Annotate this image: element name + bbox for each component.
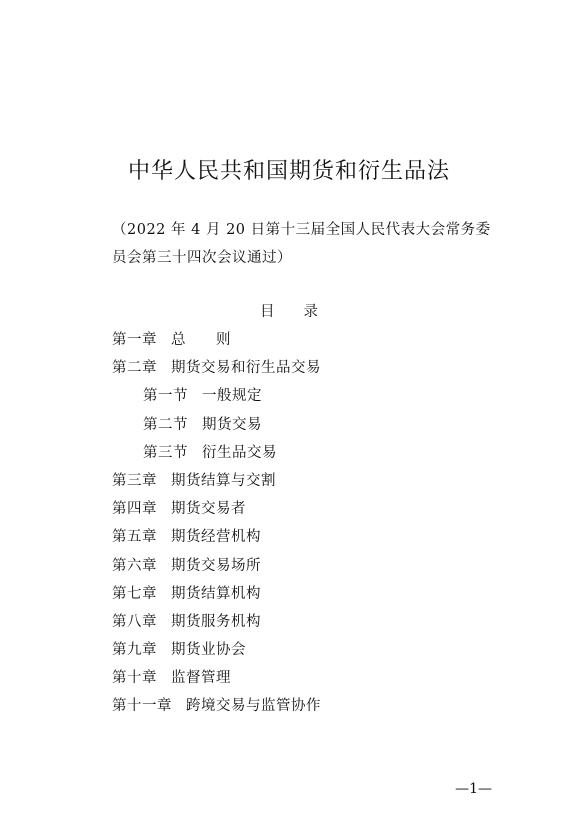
toc-item-chapter-7[interactable]: [112, 580, 512, 608]
toc-item-title: 期货结算与交割: [171, 472, 276, 489]
document-title: 中华人民共和国期货和衍生品法: [127, 159, 450, 184]
toc-item-chapter-1[interactable]: [112, 326, 512, 354]
toc-item-number: 第一节: [143, 388, 188, 405]
toc-item-title: 跨境交易与监管协作: [186, 698, 321, 715]
toc-item-section-2[interactable]: [112, 411, 512, 439]
toc-item-title: 总 则: [171, 332, 231, 348]
toc-item-chapter-6[interactable]: [112, 552, 512, 580]
toc-item-chapter-10[interactable]: [112, 664, 512, 692]
toc-item-title: 期货交易和衍生品交易: [171, 360, 321, 377]
toc-item-number: 第七章: [112, 585, 157, 602]
toc-item-number: 第四章: [112, 501, 157, 518]
toc-item-title: 期货交易场所: [171, 557, 261, 574]
table-of-contents: [112, 326, 512, 721]
toc-item-number: 第五章: [112, 529, 157, 546]
adoption-note-line-1: （2022 年 4 月 20 日第十三届全国人民代表大会常务委: [112, 222, 491, 238]
toc-item-number: 第一章: [112, 332, 157, 348]
toc-item-chapter-8[interactable]: [112, 608, 512, 636]
toc-item-chapter-4[interactable]: [112, 495, 512, 523]
toc-item-title: 期货经营机构: [171, 529, 261, 546]
toc-item-title: 衍生品交易: [202, 444, 277, 461]
toc-item-number: 第八章: [112, 613, 157, 630]
toc-item-chapter-2[interactable]: [112, 354, 512, 382]
toc-item-title: 期货交易: [202, 416, 262, 433]
toc-item-title: 期货业协会: [171, 642, 246, 659]
toc-item-number: 第九章: [112, 642, 157, 659]
toc-item-section-3[interactable]: [112, 439, 512, 467]
toc-item-chapter-5[interactable]: [112, 523, 512, 551]
toc-item-chapter-11[interactable]: [112, 692, 512, 720]
adoption-note: [112, 216, 492, 272]
toc-item-number: 第十章: [112, 670, 157, 687]
toc-item-number: 第三章: [112, 472, 157, 489]
toc-item-section-1[interactable]: [112, 382, 512, 410]
toc-item-number: 第二节: [143, 416, 188, 433]
toc-item-chapter-3[interactable]: [112, 467, 512, 495]
toc-item-chapter-9[interactable]: [112, 636, 512, 664]
adoption-note-line-2: 员会第三十四次会议通过）: [112, 250, 292, 266]
toc-item-title: 期货结算机构: [171, 585, 261, 602]
toc-item-title: 期货交易者: [171, 501, 246, 518]
toc-item-title: 期货服务机构: [171, 613, 261, 630]
toc-item-number: 第六章: [112, 557, 157, 574]
toc-item-title: 监督管理: [171, 670, 231, 687]
toc-item-number: 第三节: [143, 444, 188, 461]
toc-item-title: 一般规定: [202, 388, 262, 405]
toc-item-number: 第二章: [112, 360, 157, 377]
toc-item-number: 第十一章: [112, 698, 172, 715]
toc-heading: 目 录: [260, 304, 318, 320]
page-number: —1—: [455, 781, 492, 797]
